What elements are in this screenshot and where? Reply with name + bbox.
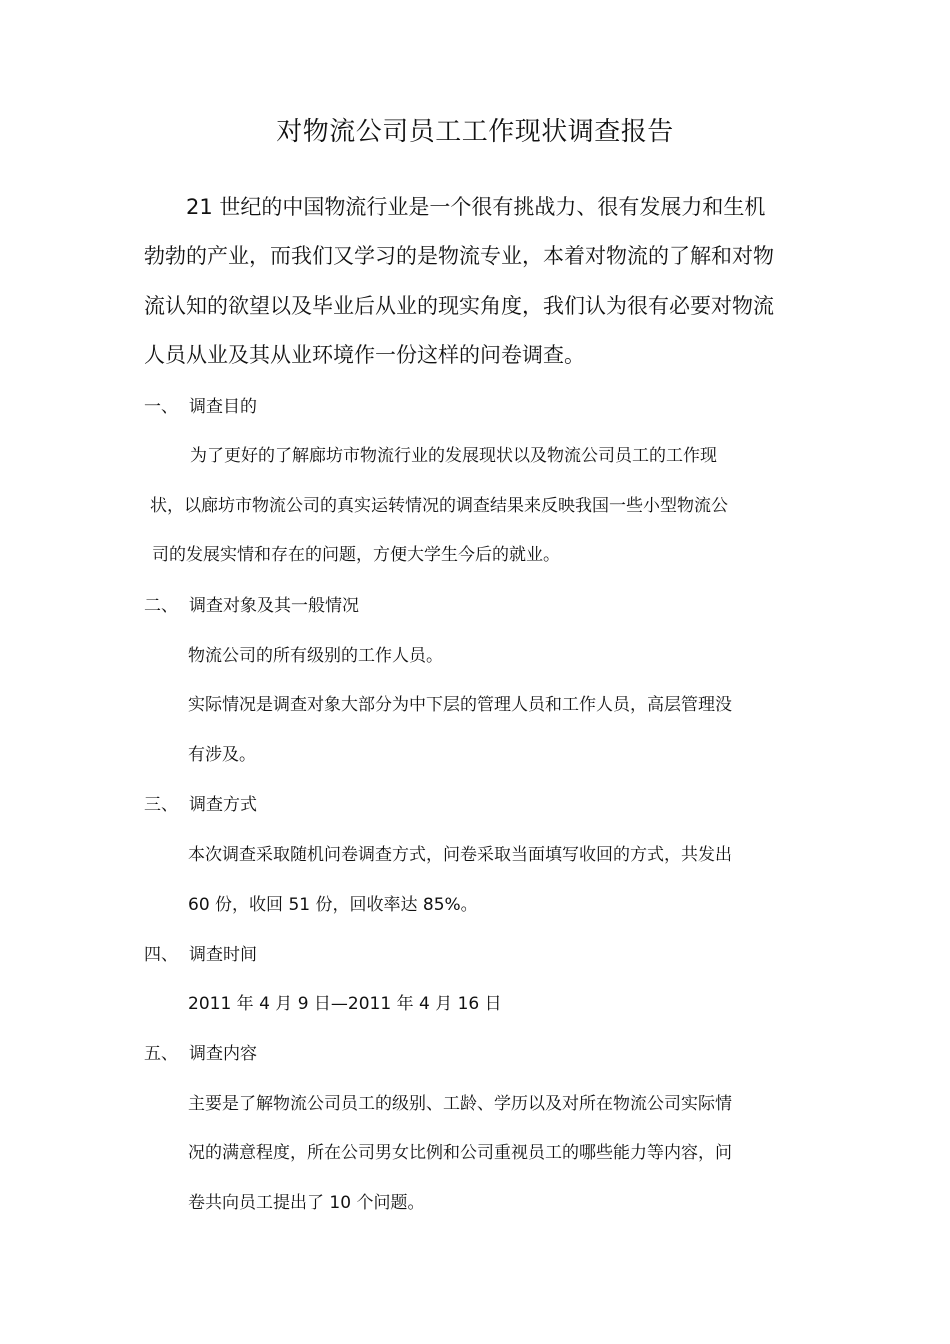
paragraph-line: 况的满意程度，所在公司男女比例和公司重视员工的哪些能力等内容，问 xyxy=(188,1143,732,1163)
paragraph-line: 为了更好的了解廊坊市物流行业的发展现状以及物流公司员工的工作现 xyxy=(190,446,717,466)
section-heading xyxy=(144,792,257,818)
paragraph-line: 2011 年 4 月 9 日—2011 年 4 月 16 日 xyxy=(188,994,502,1014)
paragraph-line: 60 份，收回 51 份，回收率达 85%。 xyxy=(188,895,478,915)
section-heading xyxy=(144,593,359,619)
section-title: 调查目的 xyxy=(189,397,257,417)
intro-line-1: 21 世纪的中国物流行业是一个很有挑战力、很有发展力和生机 xyxy=(186,195,766,219)
intro-line-2: 勃勃的产业，而我们又学习的是物流专业，本着对物流的了解和对物 xyxy=(144,244,774,268)
intro-line-3: 流认知的欲望以及毕业后从业的现实角度，我们认为很有必要对物流 xyxy=(144,294,774,318)
section-title: 调查内容 xyxy=(189,1044,257,1064)
section-number: 一、 xyxy=(144,397,178,417)
paragraph-line: 有涉及。 xyxy=(188,745,256,765)
paragraph-line: 状，以廊坊市物流公司的真实运转情况的调查结果来反映我国一些小型物流公 xyxy=(150,496,728,516)
section-title: 调查方式 xyxy=(189,795,257,815)
paragraph-line: 主要是了解物流公司员工的级别、工龄、学历以及对所在物流公司实际情 xyxy=(188,1094,732,1114)
section-heading xyxy=(144,942,257,968)
section-title: 调查时间 xyxy=(189,945,257,965)
section-number: 二、 xyxy=(144,596,178,616)
section-heading xyxy=(144,394,257,420)
paragraph-line: 司的发展实情和存在的问题，方便大学生今后的就业。 xyxy=(152,545,560,565)
section-number: 四、 xyxy=(144,945,178,965)
paragraph-line: 实际情况是调查对象大部分为中下层的管理人员和工作人员，高层管理没 xyxy=(188,695,732,715)
section-heading xyxy=(144,1041,257,1067)
document-title: 对物流公司员工工作现状调查报告 xyxy=(276,117,674,147)
section-number: 五、 xyxy=(144,1044,178,1064)
paragraph-line: 本次调查采取随机问卷调查方式，问卷采取当面填写收回的方式，共发出 xyxy=(188,845,732,865)
section-number: 三、 xyxy=(144,795,178,815)
paragraph-line: 物流公司的所有级别的工作人员。 xyxy=(188,646,443,666)
section-title: 调查对象及其一般情况 xyxy=(189,596,359,616)
intro-line-4: 人员从业及其从业环境作一份这样的问卷调查。 xyxy=(144,343,585,367)
paragraph-line: 卷共向员工提出了 10 个问题。 xyxy=(188,1193,425,1213)
